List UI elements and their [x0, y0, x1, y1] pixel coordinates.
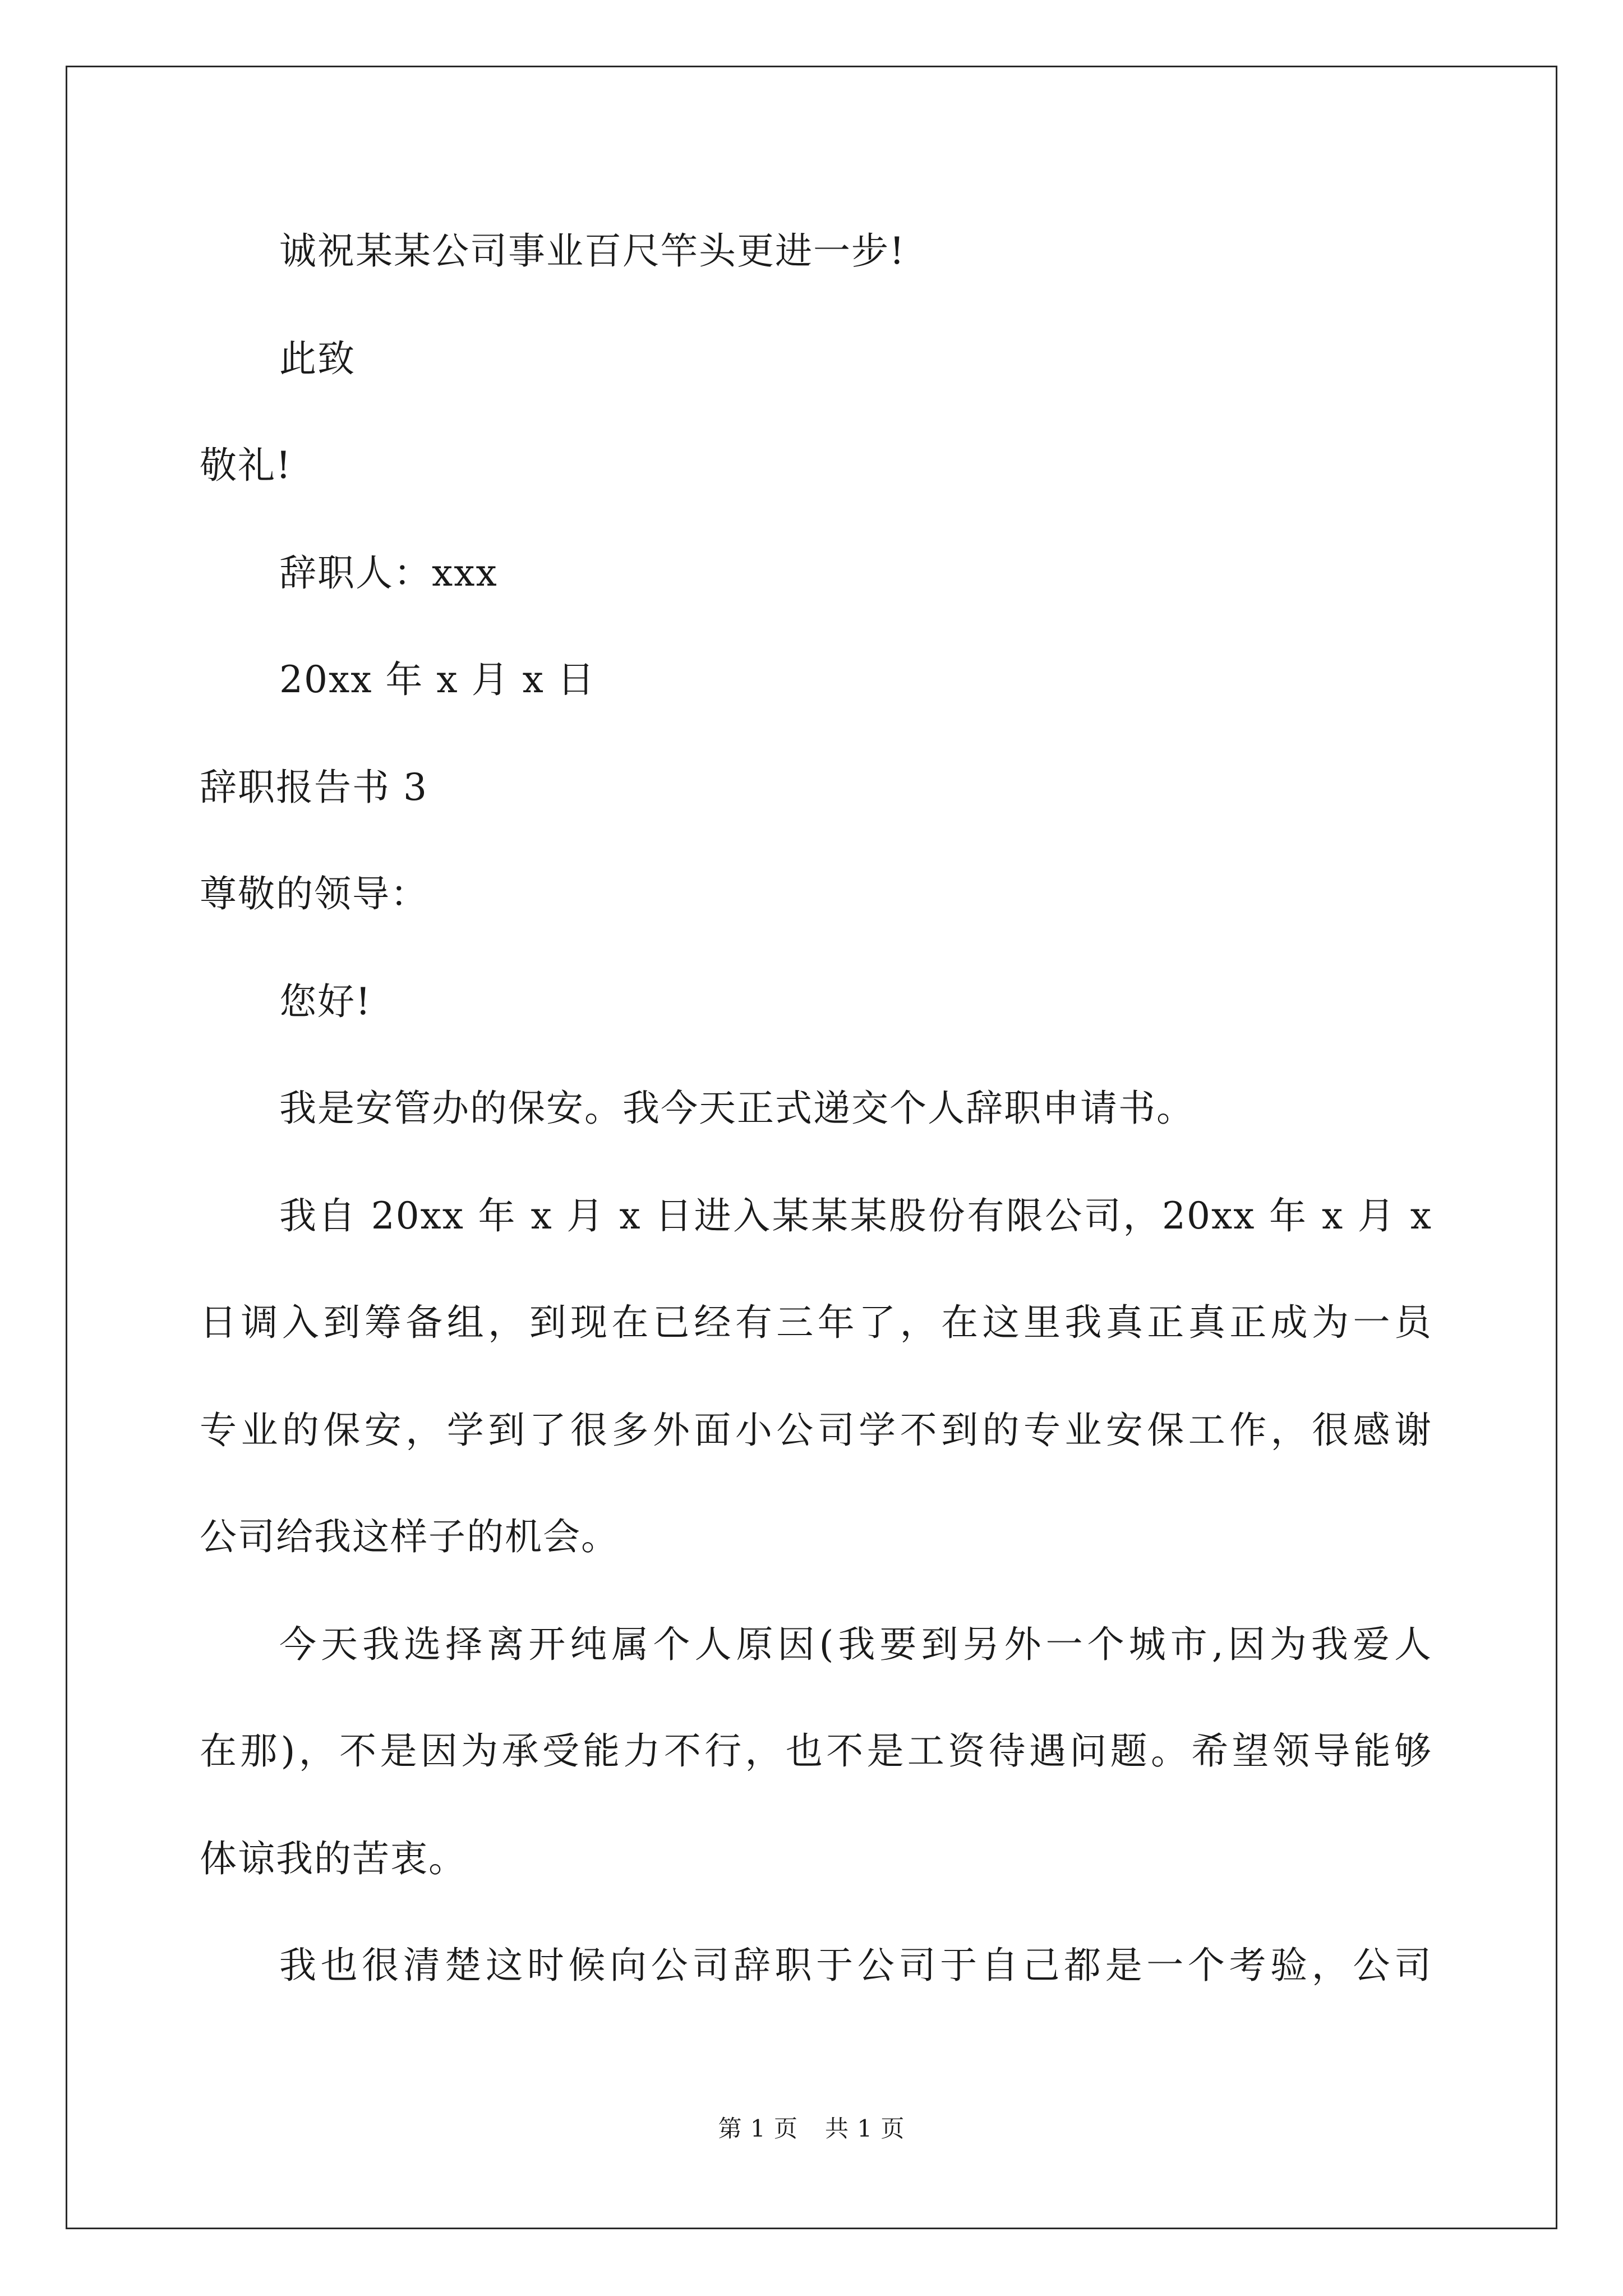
section-heading: 辞职报告书 3 — [200, 766, 428, 809]
paragraph-4-line-1: 我也很清楚这时候向公司辞职于公司于自己都是一个考验，公司 — [279, 1944, 1432, 1987]
page-border — [66, 66, 1557, 2229]
paragraph-2-line-3: 专业的保安，学到了很多外面小公司学不到的专业安保工作，很感谢 — [200, 1409, 1432, 1452]
page-number: 第 1 页 — [718, 2115, 798, 2142]
closing-wish: 诚祝某某公司事业百尺竿头更进一步! — [279, 229, 906, 273]
greeting: 您好! — [279, 980, 372, 1023]
page-footer — [0, 2115, 1623, 2143]
date-line: 20xx 年 x 月 x 日 — [279, 658, 596, 701]
paragraph-2-line-1: 我自 20xx 年 x 月 x 日进入某某某股份有限公司，20xx 年 x 月 x — [279, 1194, 1432, 1237]
closing-jing-li: 敬礼! — [200, 444, 292, 487]
paragraph-2-line-2: 日调入到筹备组，到现在已经有三年了，在这里我真正真正成为一员 — [200, 1301, 1432, 1344]
paragraph-3-line-1: 今天我选择离开纯属个人原因(我要到另外一个城市,因为我爱人 — [279, 1623, 1432, 1666]
signer-line: 辞职人：xxx — [279, 551, 498, 595]
salutation: 尊敬的领导： — [200, 872, 428, 915]
closing-ci-zhi: 此致 — [279, 337, 356, 380]
page-total: 共 1 页 — [825, 2115, 905, 2142]
paragraph-2-line-4: 公司给我这样子的机会。 — [200, 1515, 619, 1558]
paragraph-1: 我是安管办的保安。我今天正式递交个人辞职申请书。 — [279, 1087, 1195, 1130]
paragraph-3-line-3: 体谅我的苦衷。 — [200, 1837, 467, 1880]
paragraph-3-line-2: 在那)，不是因为承受能力不行，也不是工资待遇问题。希望领导能够 — [200, 1729, 1432, 1773]
